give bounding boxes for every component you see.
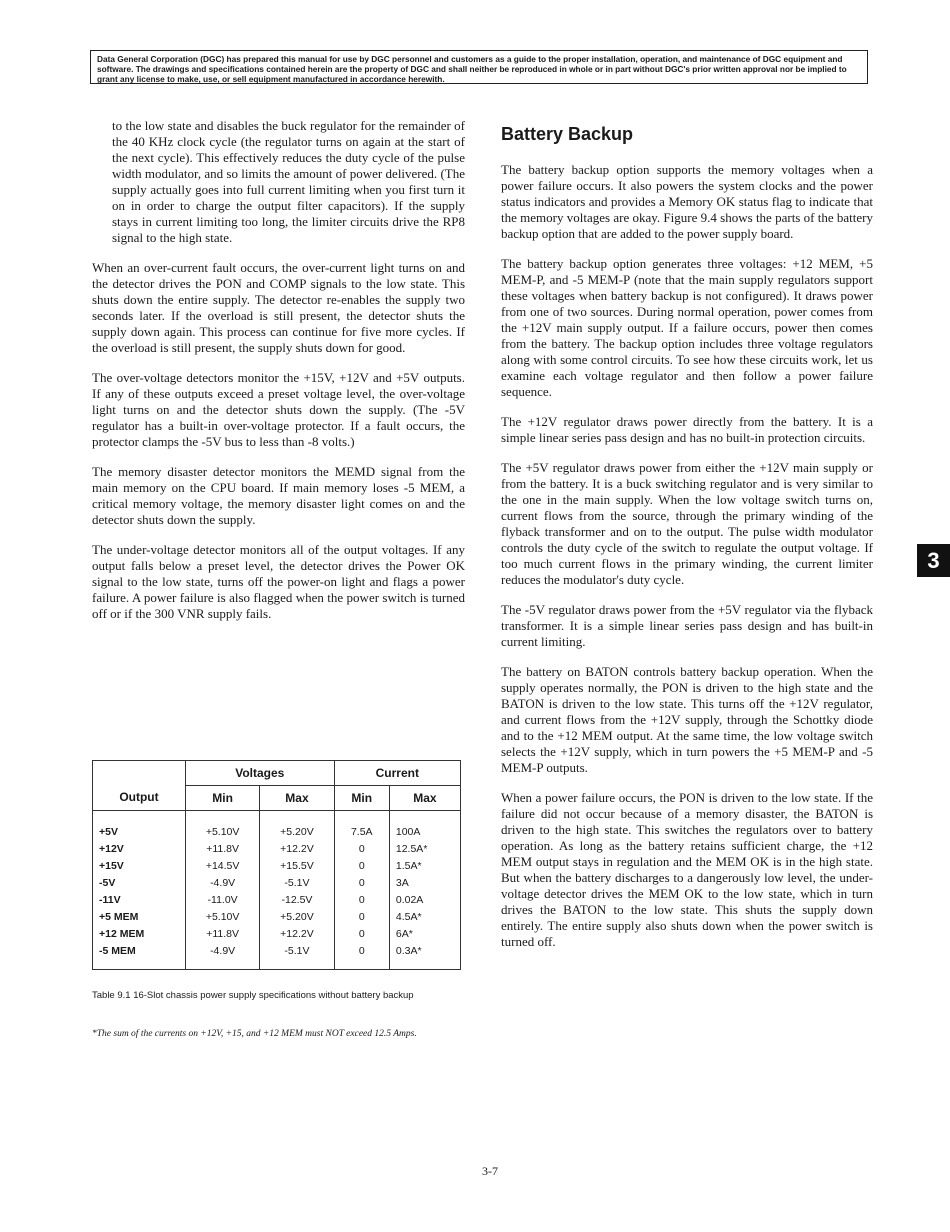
cell-output: +12 MEM (93, 925, 186, 942)
cell-output: +5V (93, 811, 186, 841)
cell-voltage-min: -4.9V (185, 942, 259, 970)
paragraph-battery-voltages: The battery backup option generates three voltages: +12 MEM, +5 MEM-P, and -5 MEM-P (note that the main supply regulators support these voltages when battery backup is not configured). It draws power from one of two sources. During normal operation, power comes from the +12V main supply output. If a failure occurs, power then comes from the battery. The backup option includes three voltage regulators along with some control circuits. To see how these circuits work, let us examine each voltage regulator and then follow a power failure sequence. (501, 256, 873, 399)
cell-current-max: 4.5A* (389, 908, 460, 925)
header-current-max: Max (389, 786, 460, 811)
cell-voltage-min: +5.10V (185, 908, 259, 925)
cell-voltage-max: +12.2V (260, 925, 334, 942)
left-column (92, 118, 465, 636)
cell-output: +5 MEM (93, 908, 186, 925)
table-row (93, 942, 461, 970)
cell-current-min: 0 (334, 942, 389, 970)
section-heading: Battery Backup (501, 124, 634, 144)
cell-voltage-max: -12.5V (260, 891, 334, 908)
paragraph-neg5v-regulator: The -5V regulator draws power from the +5V regulator via the flyback transformer. It is a simple linear series pass design and has built-in current limiting. (501, 602, 873, 649)
paragraph-battery-intro: The battery backup option supports the memory voltages when a power failure occurs. It also powers the system clocks and the power status indicators and provides a Memory OK status flag to indicate that the memory voltages are okay. Figure 9.4 shows the parts of the battery backup option that are added to the power supply board. (501, 162, 873, 241)
paragraph-baton-operation: The battery on BATON controls battery backup operation. When the supply operates normally, the PON is driven to the high state and the BATON is driven to the low state. This turns off the +12V regulator, and current flows from the +12V supply, through the Schottky diode and to the +12 MEM output. At the same time, the low voltage switch selects the +12V supply, which in turn powers the +5 MEM-P and -5 MEM-P outputs. (501, 664, 873, 775)
cell-voltage-min: +14.5V (185, 857, 259, 874)
cell-current-max: 0.02A (389, 891, 460, 908)
table-row (93, 908, 461, 925)
cell-output: -5 MEM (93, 942, 186, 970)
cell-voltage-min: +11.8V (185, 925, 259, 942)
header-voltages: Voltages (185, 761, 334, 786)
header-current-min: Min (334, 786, 389, 811)
cell-voltage-min: -4.9V (185, 874, 259, 891)
paragraph-5v-regulator: The +5V regulator draws power from either the +12V main supply or from the battery. It is a buck switching regulator and is very similar to the one in the main supply. When the low voltage switch turns on, current flows from the source, through the primary winding of the flyback transformer and on to the output. The pulse width modulator controls the duty cycle of the switch to regulate the output voltage. If too much current flows in the primary winding, the current limiter reduces the modulator's duty cycle. (501, 460, 873, 587)
cell-voltage-max: +12.2V (260, 840, 334, 857)
table-row (93, 891, 461, 908)
paragraph-12v-regulator: The +12V regulator draws power directly from the battery. It is a simple linear series pass design and has no built-in protection circuits. (501, 414, 873, 445)
cell-voltage-max: +15.5V (260, 857, 334, 874)
cell-voltage-min: +5.10V (185, 811, 259, 841)
power-spec-table (92, 760, 461, 970)
cell-voltage-min: +11.8V (185, 840, 259, 857)
cell-current-max: 0.3A* (389, 942, 460, 970)
table-row (93, 840, 461, 857)
page-number: 3-7 (482, 1164, 498, 1178)
cell-current-min: 0 (334, 891, 389, 908)
paragraph-memory-disaster: The memory disaster detector monitors the MEMD signal from the main memory on the CPU board. If main memory loses -5 MEM, a critical memory voltage, the memory disaster light comes on and the detector shuts down the supply. (92, 464, 465, 527)
cell-current-min: 0 (334, 874, 389, 891)
cell-current-min: 0 (334, 925, 389, 942)
header-current: Current (334, 761, 460, 786)
table-row (93, 925, 461, 942)
cell-output: +15V (93, 857, 186, 874)
cell-current-min: 0 (334, 840, 389, 857)
table-row (93, 874, 461, 891)
paragraph-over-voltage: The over-voltage detectors monitor the +15V, +12V and +5V outputs. If any of these outputs exceed a preset voltage level, the over-voltage light turns on and the detector shuts down the supply. (The -5V regulator has a built-in over-voltage protector. If a fault occurs, the protector clamps the -5V bus to less than -8 volts.) (92, 370, 465, 449)
table-row (93, 811, 461, 841)
paragraph-under-voltage: The under-voltage detector monitors all of the output voltages. If any output falls below a preset level, the detector drives the Power OK signal to the low state, turns off the power-on light and flags a power failure. A power failure is also flagged when the power switch is turned off or if the 300 VNR supply fails. (92, 542, 465, 621)
paragraph-over-current: When an over-current fault occurs, the over-current light turns on and the detector drives the PON and COMP signals to the low state. This shuts down the entire supply. The detector re-enables the supply two seconds later. If the overload is still present, the detector shuts the supply down again. This process can continue for five more cycles. If the overload is still present, the supply shuts down for good. (92, 260, 465, 355)
cell-output: -5V (93, 874, 186, 891)
header-output: Output (93, 761, 186, 811)
cell-voltage-max: +5.20V (260, 908, 334, 925)
table-row (93, 857, 461, 874)
chapter-tab-marker: 3 (917, 544, 950, 577)
cell-current-max: 6A* (389, 925, 460, 942)
header-voltage-min: Min (185, 786, 259, 811)
cell-current-min: 0 (334, 908, 389, 925)
cell-current-min: 0 (334, 857, 389, 874)
paragraph-current-limiting: to the low state and disables the buck regulator for the remainder of the 40 KHz clock cycle (the regulator turns on again at the start of the next cycle). This effectively reduces the duty cycle of the pulse width modulator, and so limits the amount of power delivered. (The supply actually goes into full current limiting when you first turn it on in order to charge the output filter capacitors). If the supply stays in current limiting too long, the limiter circuits drive the RP8 signal to the high state. (112, 118, 465, 245)
cell-current-max: 3A (389, 874, 460, 891)
cell-voltage-min: -11.0V (185, 891, 259, 908)
table-caption: Table 9.1 16-Slot chassis power supply specifications without battery backup (92, 990, 414, 1001)
table-footnote: *The sum of the currents on +12V, +15, and +12 MEM must NOT exceed 12.5 Amps. (92, 1029, 417, 1039)
cell-current-min: 7.5A (334, 811, 389, 841)
right-column (501, 126, 873, 964)
cell-voltage-max: +5.20V (260, 811, 334, 841)
cell-output: +12V (93, 840, 186, 857)
paragraph-power-failure: When a power failure occurs, the PON is driven to the low state. If the failure did not occur because of a memory disaster, the BATON is driven to the high state. This switches the regulators over to battery operation. As long as the battery retains sufficient charge, the +12 MEM output stays in regulation and the MEM OK is in the high state. But when the battery discharges to a dangerously low level, the under-voltage detector drives the MEM OK to the low state, which in turn drives the BATON to the low state. This shuts the supply down entirely. The entire supply also shuts down when the power switch is turned off. (501, 790, 873, 949)
header-voltage-max: Max (260, 786, 334, 811)
copyright-notice: Data General Corporation (DGC) has prepared this manual for use by DGC personnel and customers as a guide to the proper installation, operation, and maintenance of DGC equipment and software. The drawings and specifications contained herein are the property of DGC and shall neither be reproduced in whole or in part without DGC's prior written approval nor be implied to grant any license to make, use, or sell equipment manufactured in accordance herewith. (90, 50, 868, 84)
cell-current-max: 12.5A* (389, 840, 460, 857)
cell-current-max: 100A (389, 811, 460, 841)
cell-voltage-max: -5.1V (260, 874, 334, 891)
cell-voltage-max: -5.1V (260, 942, 334, 970)
cell-output: -11V (93, 891, 186, 908)
cell-current-max: 1.5A* (389, 857, 460, 874)
